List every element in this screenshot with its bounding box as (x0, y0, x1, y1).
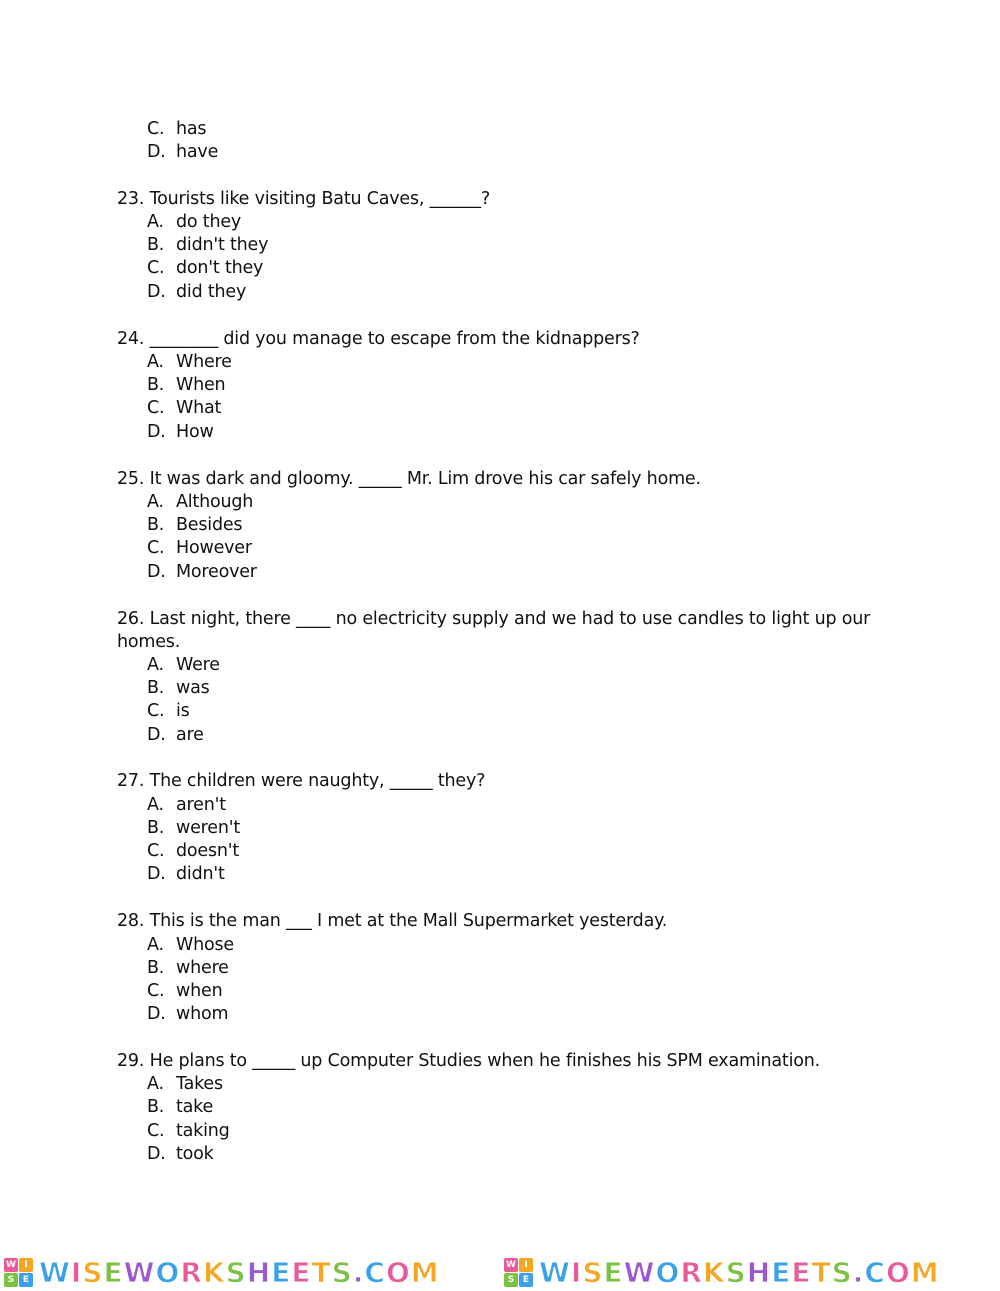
question-text: It was dark and gloomy. _____ Mr. Lim drove his car safely home. (149, 469, 701, 489)
brand-logo (4, 1254, 440, 1291)
option-letter: C. (147, 1121, 165, 1141)
option-line (147, 957, 229, 979)
brand-logo (504, 1254, 940, 1291)
option-line (147, 118, 206, 140)
option-text: when (176, 981, 223, 1001)
option-text: don't they (176, 258, 264, 278)
question-text: Tourists like visiting Batu Caves, ______? (149, 189, 491, 209)
option-text: where (176, 958, 229, 978)
question-text: He plans to _____ up Computer Studies when he finishes his SPM examination. (149, 1051, 820, 1071)
option-text: aren't (176, 795, 226, 815)
option-text: take (176, 1097, 214, 1117)
option-text: Besides (176, 515, 243, 535)
footer-watermark (0, 1254, 1000, 1291)
option-text: Although (176, 492, 254, 512)
option-text: was (176, 678, 210, 698)
option-line (147, 257, 263, 279)
question-28 (117, 910, 667, 932)
option-line (147, 654, 220, 676)
option-line (147, 421, 214, 443)
question-text: Last night, there ____ no electricity supply and we had to use candles to light up our (149, 609, 871, 629)
badge-letter: W (4, 1258, 18, 1272)
option-line (147, 537, 252, 559)
option-text: Where (176, 352, 232, 372)
question-23 (117, 188, 490, 210)
option-letter: B. (147, 1097, 165, 1117)
option-line (147, 397, 221, 419)
question-29 (117, 1050, 820, 1072)
option-letter: D. (147, 1144, 166, 1164)
option-letter: C. (147, 841, 165, 861)
option-letter: A. (147, 655, 164, 675)
option-letter: B. (147, 958, 165, 978)
badge-letter: I (19, 1258, 33, 1272)
question-number: 25. (117, 469, 145, 489)
option-letter: A. (147, 352, 164, 372)
badge-letter: W (504, 1258, 518, 1272)
question-text: ________ did you manage to escape from the kidnappers? (149, 329, 640, 349)
option-line (147, 491, 253, 513)
question-text: The children were naughty, _____ they? (149, 771, 486, 791)
option-line (147, 351, 232, 373)
question-number: 23. (117, 189, 145, 209)
option-letter: B. (147, 375, 165, 395)
badge-letter: E (519, 1273, 533, 1287)
option-line (147, 1073, 223, 1095)
option-text: whom (176, 1004, 229, 1024)
option-text: taking (176, 1121, 230, 1141)
question-number: 29. (117, 1051, 145, 1071)
option-letter: D. (147, 282, 166, 302)
option-line (147, 817, 240, 839)
brand-badge-icon (504, 1258, 533, 1287)
option-text: How (176, 422, 214, 442)
option-text: Were (176, 655, 220, 675)
option-text: Takes (176, 1074, 223, 1094)
option-line (147, 724, 204, 746)
option-text: are (176, 725, 204, 745)
option-letter: C. (147, 119, 165, 139)
option-text: doesn't (176, 841, 240, 861)
option-letter: B. (147, 515, 165, 535)
option-line (147, 934, 234, 956)
question-26-continued (117, 631, 180, 653)
option-text: Moreover (176, 562, 257, 582)
brand-badge-icon (4, 1258, 33, 1287)
option-line (147, 374, 225, 396)
option-line (147, 677, 210, 699)
option-letter: D. (147, 864, 166, 884)
option-line (147, 794, 226, 816)
option-letter: B. (147, 678, 165, 698)
option-text: took (176, 1144, 214, 1164)
badge-letter: E (19, 1273, 33, 1287)
option-text: weren't (176, 818, 241, 838)
option-line (147, 840, 239, 862)
question-text: homes. (117, 632, 181, 652)
option-text: didn't they (176, 235, 269, 255)
option-letter: C. (147, 701, 165, 721)
question-number: 27. (117, 771, 145, 791)
option-line (147, 1096, 213, 1118)
question-24 (117, 328, 640, 350)
option-letter: A. (147, 935, 164, 955)
option-letter: A. (147, 492, 164, 512)
option-letter: A. (147, 795, 164, 815)
option-line (147, 980, 222, 1002)
option-text: have (176, 142, 219, 162)
option-letter: D. (147, 142, 166, 162)
option-letter: D. (147, 1004, 166, 1024)
option-letter: C. (147, 538, 165, 558)
option-letter: C. (147, 981, 165, 1001)
option-text: What (176, 398, 222, 418)
option-line (147, 1143, 214, 1165)
option-line (147, 514, 242, 536)
option-letter: D. (147, 562, 166, 582)
option-text: When (176, 375, 226, 395)
option-text: did they (176, 282, 247, 302)
option-text: is (176, 701, 190, 721)
option-text: do they (176, 212, 242, 232)
option-line (147, 863, 225, 885)
option-line (147, 234, 268, 256)
option-text: Whose (176, 935, 234, 955)
question-27 (117, 770, 485, 792)
option-text: has (176, 119, 207, 139)
option-letter: B. (147, 818, 165, 838)
question-25 (117, 468, 701, 490)
question-number: 24. (117, 329, 145, 349)
option-letter: D. (147, 422, 166, 442)
option-letter: A. (147, 212, 164, 232)
option-line (147, 1120, 230, 1142)
option-line (147, 211, 241, 233)
option-text: didn't (176, 864, 225, 884)
option-letter: C. (147, 258, 165, 278)
question-text: This is the man ___ I met at the Mall Supermarket yesterday. (149, 911, 668, 931)
option-line (147, 700, 190, 722)
option-letter: A. (147, 1074, 164, 1094)
badge-letter: S (4, 1273, 18, 1287)
badge-letter: I (519, 1258, 533, 1272)
option-line (147, 1003, 228, 1025)
option-letter: C. (147, 398, 165, 418)
question-26 (117, 608, 870, 630)
brand-text: WISEWORKSHEETS.COM (39, 1256, 440, 1289)
option-line (147, 561, 257, 583)
brand-text: WISEWORKSHEETS.COM (539, 1256, 940, 1289)
question-number: 26. (117, 609, 145, 629)
option-text: However (176, 538, 252, 558)
option-letter: B. (147, 235, 165, 255)
option-letter: D. (147, 725, 166, 745)
option-line (147, 141, 218, 163)
badge-letter: S (504, 1273, 518, 1287)
option-line (147, 281, 246, 303)
question-number: 28. (117, 911, 145, 931)
